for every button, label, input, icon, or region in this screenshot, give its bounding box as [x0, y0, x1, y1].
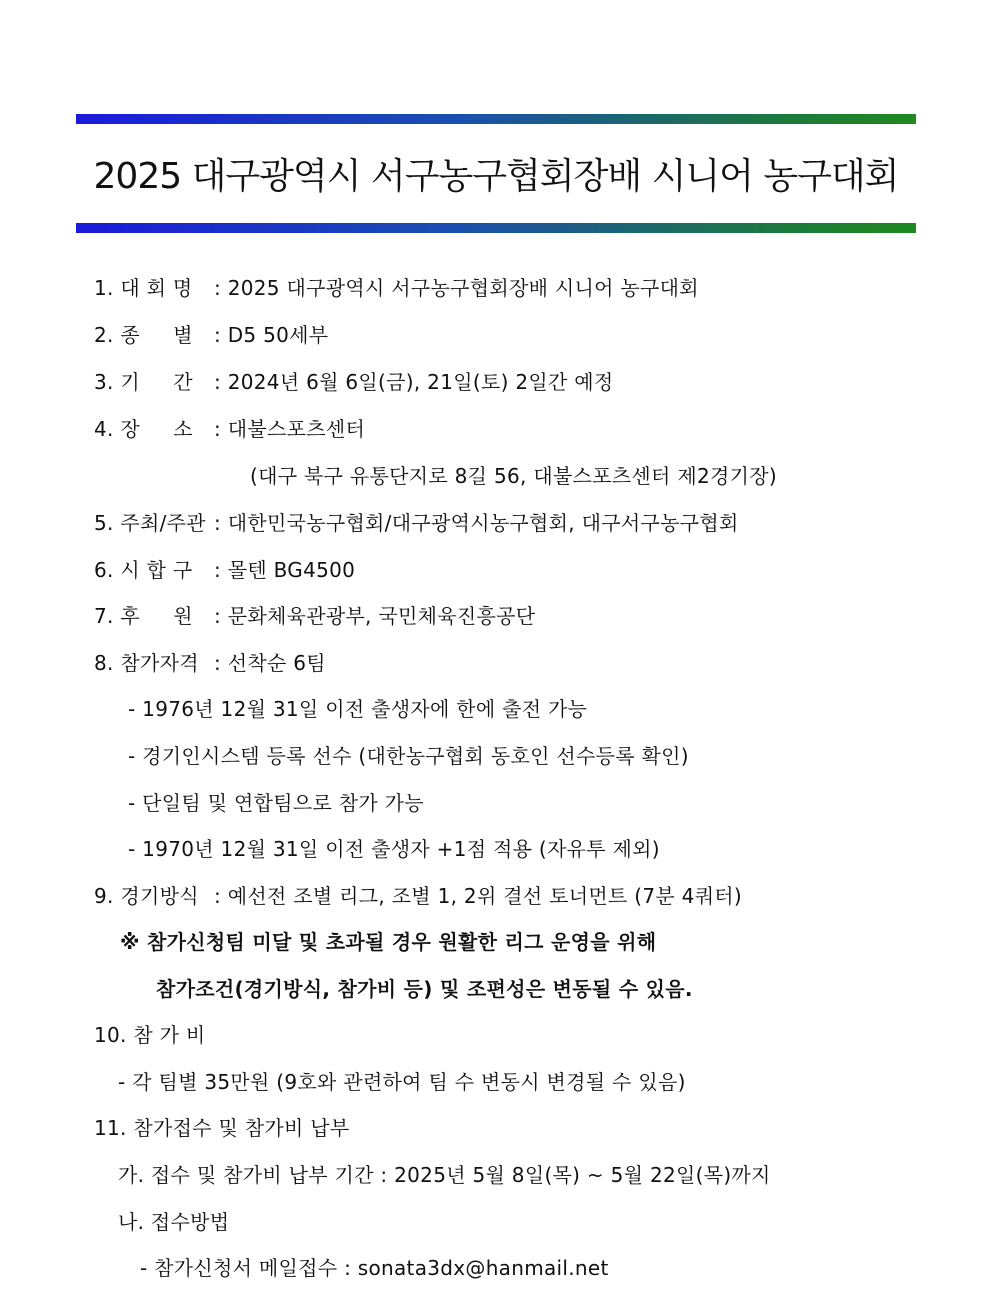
title-bar-bottom [76, 223, 916, 233]
item-period: 3. 기 간 : 2024년 6월 6일(금), 21일(토) 2일간 예정 [94, 370, 614, 394]
item-registration: 11. 참가접수 및 참가비 납부 [94, 1116, 350, 1140]
item-event-name: 1. 대 회 명 : 2025 대구광역시 서구농구협회장배 시니어 농구대회 [94, 276, 699, 300]
item-organizer: 5. 주최/주관 : 대한민국농구협회/대구광역시농구협회, 대구서구농구협회 [94, 511, 739, 535]
notice-mark: ※ [120, 930, 140, 954]
fee-detail: - 각 팀별 35만원 (9호와 관련하여 팀 수 변동시 변경될 수 있음) [118, 1070, 686, 1094]
item-match-ball: 6. 시 합 구 : 몰텐 BG4500 [94, 558, 356, 582]
item-game-format: 9. 경기방식 : 예선전 조별 리그, 조별 1, 2위 결선 토너먼트 (7분 4쿼터) [94, 884, 743, 908]
eligibility-item: - 1970년 12월 31일 이전 출생자 +1점 적용 (자유투 제외) [128, 837, 660, 861]
registration-method: 나. 접수방법 [118, 1210, 230, 1234]
item-venue-address: (대구 북구 유통단지로 8길 56, 대불스포츠센터 제2경기장) [250, 464, 777, 488]
registration-period: 가. 접수 및 참가비 납부 기간 : 2025년 5월 8일(목) ~ 5월 22일(목)까지 [118, 1163, 771, 1187]
notice-line-2: 참가조건(경기방식, 참가비 등) 및 조편성은 변동될 수 있음. [156, 977, 693, 1001]
eligibility-item: - 1976년 12월 31일 이전 출생자에 한에 출전 가능 [128, 697, 588, 721]
item-venue: 4. 장 소 : 대불스포츠센터 [94, 417, 366, 441]
document-title: 2025 대구광역시 서구농구협회장배 시니어 농구대회 [93, 156, 899, 197]
title-bar-top [76, 114, 916, 124]
item-fee: 10. 참 가 비 [94, 1023, 206, 1047]
registration-email: - 참가신청서 메일접수 : sonata3dx@hanmail.net [140, 1256, 609, 1280]
eligibility-item: - 경기인시스템 등록 선수 (대한농구협회 동호인 선수등록 확인) [128, 744, 689, 768]
item-sponsor: 7. 후 원 : 문화체육관광부, 국민체육진흥공단 [94, 604, 536, 628]
item-division: 2. 종 별 : D5 50세부 [94, 323, 329, 347]
notice-line-1: ※ 참가신청팀 미달 및 초과될 경우 원활한 리그 운영을 위해 [120, 930, 657, 954]
item-eligibility: 8. 참가자격 : 선착순 6팀 [94, 651, 326, 675]
eligibility-item: - 단일팀 및 연합팀으로 참가 가능 [128, 791, 424, 815]
